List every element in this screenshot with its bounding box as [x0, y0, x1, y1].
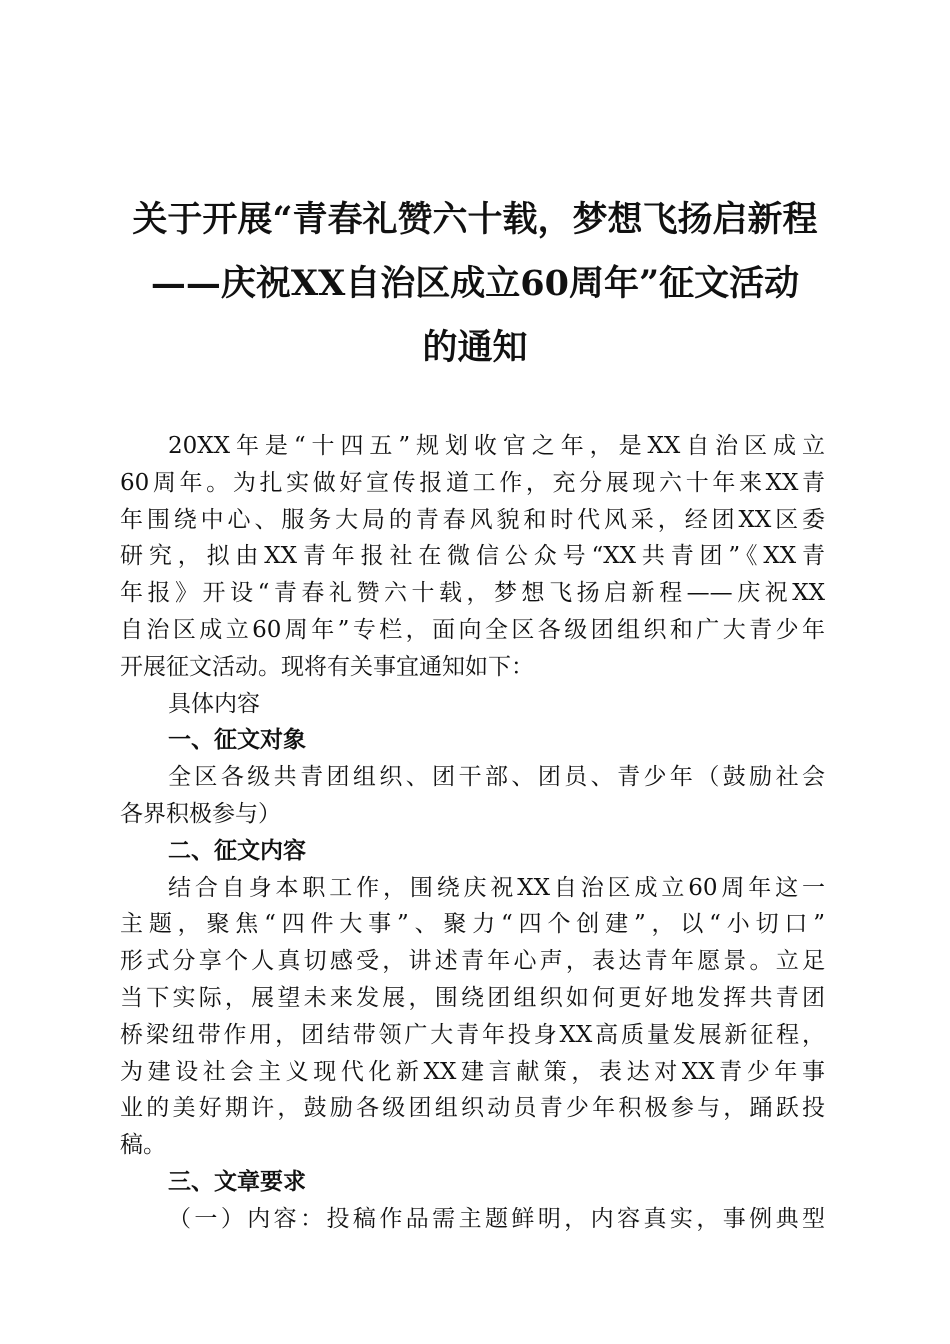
section-heading: 二、征文内容 — [168, 836, 306, 864]
intro-line: 20XX年是“十四五”规划收官之年，是XX自治区成立 — [168, 433, 825, 459]
section-line: 为建设社会主义现代化新XX建言献策，表达对XX青少年事 — [120, 1058, 825, 1085]
section-line: 桥梁纽带作用，团结带领广大青年投身XX高质量发展新征程， — [120, 1021, 825, 1048]
details-label: 具体内容 — [168, 690, 260, 717]
title-line: 的通知 — [422, 327, 528, 368]
section-line: 当下实际，展望未来发展，围绕团组织如何更好地发挥共青团 — [120, 984, 825, 1011]
intro-line: 开展征文活动。现将有关事宜通知如下： — [120, 653, 534, 680]
title-line: 关于开展“青春礼赞六十载，梦想飞扬启新程 — [132, 199, 818, 240]
section-line: 形式分享个人真切感受，讲述青年心声，表达青年愿景。立足 — [120, 948, 825, 975]
section-line: （一）内容：投稿作品需主题鲜明，内容真实，事例典型 — [168, 1205, 825, 1232]
section-heading: 一、征文对象 — [168, 726, 306, 754]
intro-line: 60周年。为扎实做好宣传报道工作，充分展现六十年来XX青 — [120, 469, 825, 496]
document-title — [100, 188, 850, 380]
intro-line: 自治区成立60周年”专栏，面向全区各级团组织和广大青少年 — [120, 616, 825, 643]
section-heading: 三、文章要求 — [168, 1167, 306, 1195]
section-line: 各界积极参与） — [120, 800, 281, 827]
document-body — [120, 428, 825, 1238]
intro-line: 研究，拟由XX青年报社在微信公众号“XX共青团”《XX青 — [120, 543, 825, 570]
section-line: 稿。 — [120, 1132, 166, 1159]
section-line: 结合自身本职工作，围绕庆祝XX自治区成立60周年这一 — [168, 874, 825, 901]
section-line: 全区各级共青团组织、团干部、团员、青少年（鼓励社会 — [168, 764, 825, 791]
title-line: ——庆祝XX自治区成立60周年”征文活动 — [150, 263, 800, 304]
intro-line: 年围绕中心、服务大局的青春风貌和时代风采，经团XX区委 — [120, 506, 825, 533]
intro-line: 年报》开设“青春礼赞六十载，梦想飞扬启新程——庆祝XX — [120, 580, 825, 607]
section-line: 业的美好期许，鼓励各级团组织动员青少年积极参与，踊跃投 — [120, 1095, 825, 1122]
section-line: 主题，聚焦“四件大事”、聚力“四个创建”，以“小切口” — [120, 911, 825, 938]
